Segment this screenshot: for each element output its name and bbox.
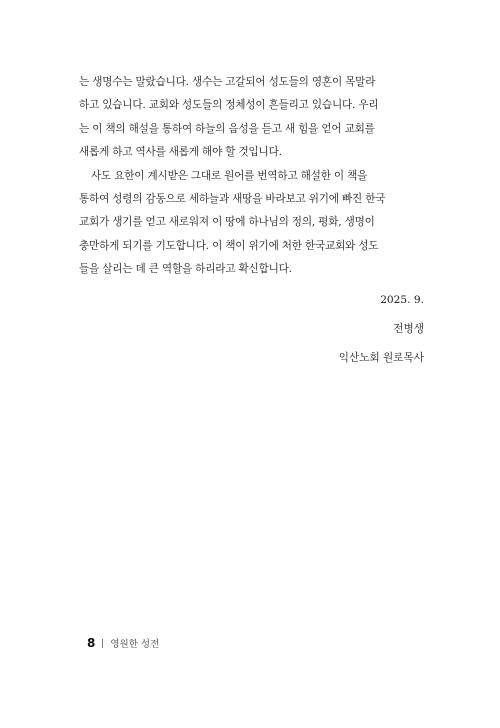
body-line: 하고 있습니다. 교회와 성도들의 정체성이 흔들리고 있습니다. 우리 <box>79 99 379 112</box>
page-number: 8 <box>87 636 96 650</box>
signature-block <box>339 286 424 373</box>
page-footer <box>87 636 159 650</box>
body-line: 사도 요한이 계시받은 그대로 원어를 번역하고 해설한 이 책을 <box>91 169 368 182</box>
body-line: 새롭게 하고 역사를 새롭게 해야 할 것입니다. <box>79 146 282 159</box>
body-line: 교회가 생기를 얻고 새로워져 이 땅에 하나님의 정의, 평화, 생명이 <box>79 216 375 229</box>
body-line: 들을 살리는 데 큰 역할을 하리라고 확신합니다. <box>79 263 292 276</box>
signature-date: 2025. 9. <box>380 294 424 306</box>
signature-title: 익산노회 원로목사 <box>338 352 424 364</box>
running-title: 영원한 성전 <box>110 639 160 650</box>
body-line: 는 이 책의 해설을 통하여 하늘의 음성을 듣고 새 힘을 얻어 교회를 <box>79 122 375 135</box>
signature-name: 전병생 <box>393 323 424 335</box>
body-line: 통하여 성령의 감동으로 세하늘과 새땅을 바라보고 위기에 빠진 한국 <box>79 193 386 206</box>
footer-separator <box>102 639 103 648</box>
body-text <box>79 71 425 282</box>
body-line: 는 생명수는 말랐습니다. 생수는 고갈되어 성도들의 영혼이 목말라 <box>79 76 376 88</box>
body-line: 충만하게 되기를 기도합니다. 이 책이 위기에 처한 한국교회와 성도 <box>79 239 379 252</box>
